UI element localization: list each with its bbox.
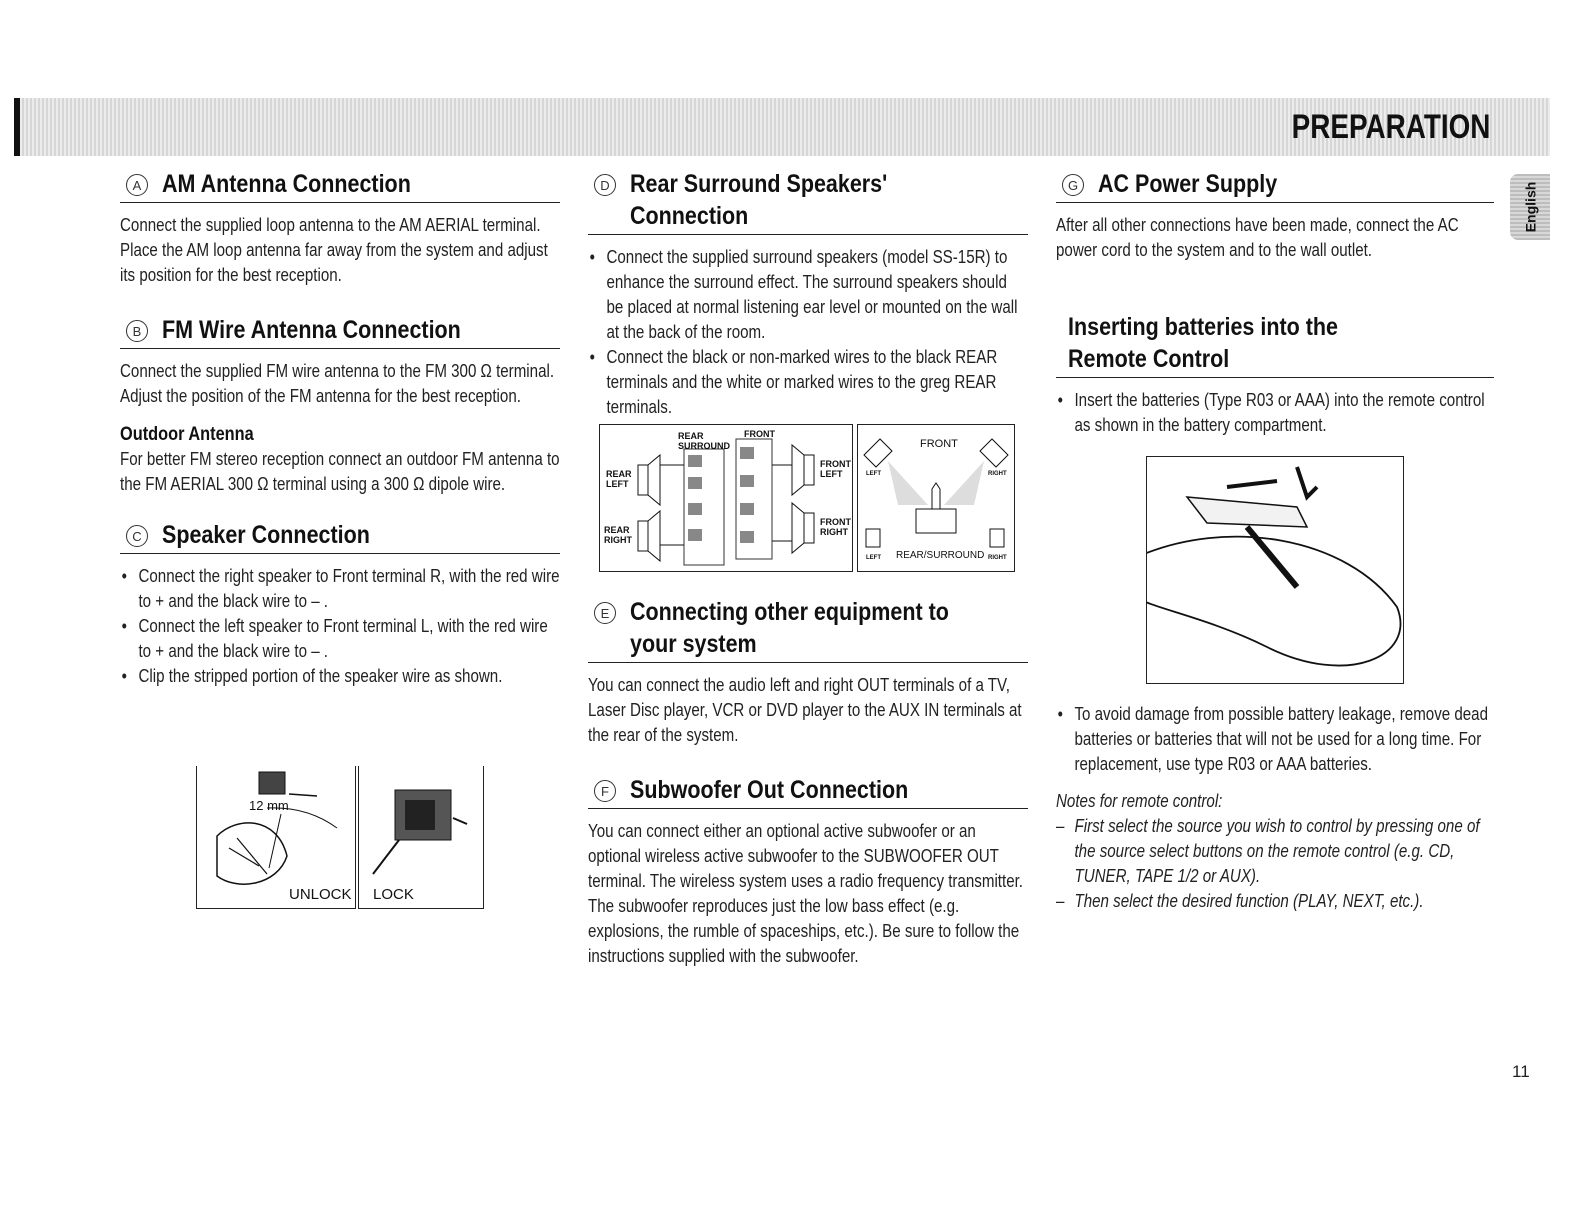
rear-left-label: REAR LEFT <box>606 469 632 489</box>
section-am-heading <box>120 168 560 203</box>
section-letter: E <box>594 602 616 624</box>
section-fm-heading <box>120 314 560 349</box>
section-title: Connecting other equipment to your system <box>630 598 949 658</box>
page-number: 11 <box>1512 1062 1530 1081</box>
section-letter: C <box>126 525 148 547</box>
list-item: • Connect the left speaker to Front terminal L, with the red wire to + and the black wire to – . <box>120 614 560 664</box>
rear-surround-label: REAR SURROUND <box>678 431 731 451</box>
lock-figure <box>358 766 484 909</box>
measure-label: 12 mm <box>249 798 289 813</box>
list-item: • Clip the stripped portion of the speaker wire as shown. <box>120 664 560 689</box>
section-title: Subwoofer Out Connection <box>630 776 909 804</box>
column-right <box>1056 168 1494 438</box>
layout-right-label: RIGHT <box>988 471 1007 477</box>
list-item: • Connect the black or non-marked wires to the black REAR terminals and the white or marked wires to the greg REAR terminals. <box>588 345 1028 420</box>
note-item: – Then select the desired function (PLAY, NEXT, etc.). <box>1056 889 1494 914</box>
section-letter: F <box>594 780 616 802</box>
remote-illustration <box>1147 457 1403 683</box>
batteries-bullets-bottom <box>1056 702 1494 777</box>
other-body: You can connect the audio left and right OUT terminals of a TV, Laser Disc player, VCR or DVD player to the AUX IN terminals at the rear of the system. <box>588 675 1022 745</box>
section-title: Speaker Connection <box>162 521 370 549</box>
section-batteries-heading <box>1056 311 1494 378</box>
section-title: Inserting batteries into the Remote Control <box>1068 313 1338 373</box>
language-label: English <box>1522 181 1538 233</box>
note-item: – First select the source you wish to control by pressing one of the source select buttons on the remote control (e.g. CD, TUNER, TAPE 1/2 or AUX). <box>1056 814 1494 889</box>
am-body: Connect the supplied loop antenna to the AM AERIAL terminal. Place the AM loop antenna far away from the system and adjust its position for the best reception. <box>120 215 548 285</box>
batteries-bullets-top <box>1056 388 1494 438</box>
list-item: • Insert the batteries (Type R03 or AAA) into the remote control as shown in the battery compartment. <box>1056 388 1494 438</box>
notes-title: Notes for remote control: <box>1056 791 1223 811</box>
section-letter: B <box>126 320 148 342</box>
column-middle-lower <box>588 596 1028 969</box>
list-item: • To avoid damage from possible battery leakage, remove dead batteries or batteries that will not be used for a long time. For replacement, use type R03 or AAA batteries. <box>1056 702 1494 777</box>
section-title: AM Antenna Connection <box>162 170 411 198</box>
layout-front-label: FRONT <box>920 438 958 450</box>
section-letter: A <box>126 174 148 196</box>
page-title: PREPARATION <box>1291 108 1490 146</box>
column-right-lower <box>1056 702 1494 914</box>
remote-battery-figure <box>1146 456 1404 684</box>
layout-rear-label: REAR/SURROUND <box>896 550 985 561</box>
section-letter: G <box>1062 174 1084 196</box>
section-letter: D <box>594 174 616 196</box>
column-left <box>120 168 560 689</box>
section-other-heading <box>588 596 1028 663</box>
section-speaker-heading <box>120 519 560 554</box>
header-marker <box>14 98 20 156</box>
layout-left-bottom-label: LEFT <box>866 555 881 561</box>
section-subwoofer-heading <box>588 774 1028 809</box>
section-title: Rear Surround Speakers' Connection <box>630 170 888 230</box>
list-item: • Connect the supplied surround speakers (model SS-15R) to enhance the surround effect. The surround speakers should be placed at normal listening ear level or mounted on the wall at the back of the room. <box>588 245 1028 345</box>
section-title: FM Wire Antenna Connection <box>162 316 461 344</box>
unlock-figure <box>196 766 356 909</box>
rear-right-label: REAR RIGHT <box>604 525 632 545</box>
speaker-layout-figure <box>857 424 1015 572</box>
speaker-bullets <box>120 564 560 689</box>
unlock-label: UNLOCK <box>289 886 352 903</box>
list-item: • Connect the right speaker to Front terminal R, with the red wire to + and the black wire to – . <box>120 564 560 614</box>
ac-body: After all other connections have been made, connect the AC power cord to the system and to the wall outlet. <box>1056 215 1459 260</box>
section-title: AC Power Supply <box>1098 170 1278 198</box>
layout-right-bottom-label: RIGHT <box>988 555 1007 561</box>
section-rear-heading <box>588 168 1028 235</box>
notes-list <box>1056 814 1494 914</box>
layout-left-label: LEFT <box>866 471 881 477</box>
front-label: FRONT <box>744 429 775 439</box>
section-ac-heading <box>1056 168 1494 203</box>
outdoor-antenna-body: For better FM stereo reception connect an outdoor FM antenna to the FM AERIAL 300 Ω terminal using a 300 Ω dipole wire. <box>120 449 560 494</box>
language-tab <box>1510 174 1550 240</box>
fm-body: Connect the supplied FM wire antenna to the FM 300 Ω terminal. Adjust the position of the FM antenna for the best reception. <box>120 361 555 406</box>
rear-bullets <box>588 245 1028 420</box>
front-right-label: FRONT RIGHT <box>820 517 851 537</box>
front-left-label: FRONT LEFT <box>820 459 851 479</box>
lock-label: LOCK <box>373 886 414 903</box>
surround-wiring-figure <box>599 424 853 572</box>
subwoofer-body: You can connect either an optional active subwoofer or an optional wireless active subwoofer to the SUBWOOFER OUT terminal. The wireless system uses a radio frequency transmitter. The subwoofer reproduces just the low bass effect (e.g. explosions, the rumble of spaceships, etc.). Be sure to follow the instructions supplied with the subwoofer. <box>588 821 1024 966</box>
outdoor-antenna-title: Outdoor Antenna <box>120 424 254 445</box>
column-middle <box>588 168 1028 420</box>
